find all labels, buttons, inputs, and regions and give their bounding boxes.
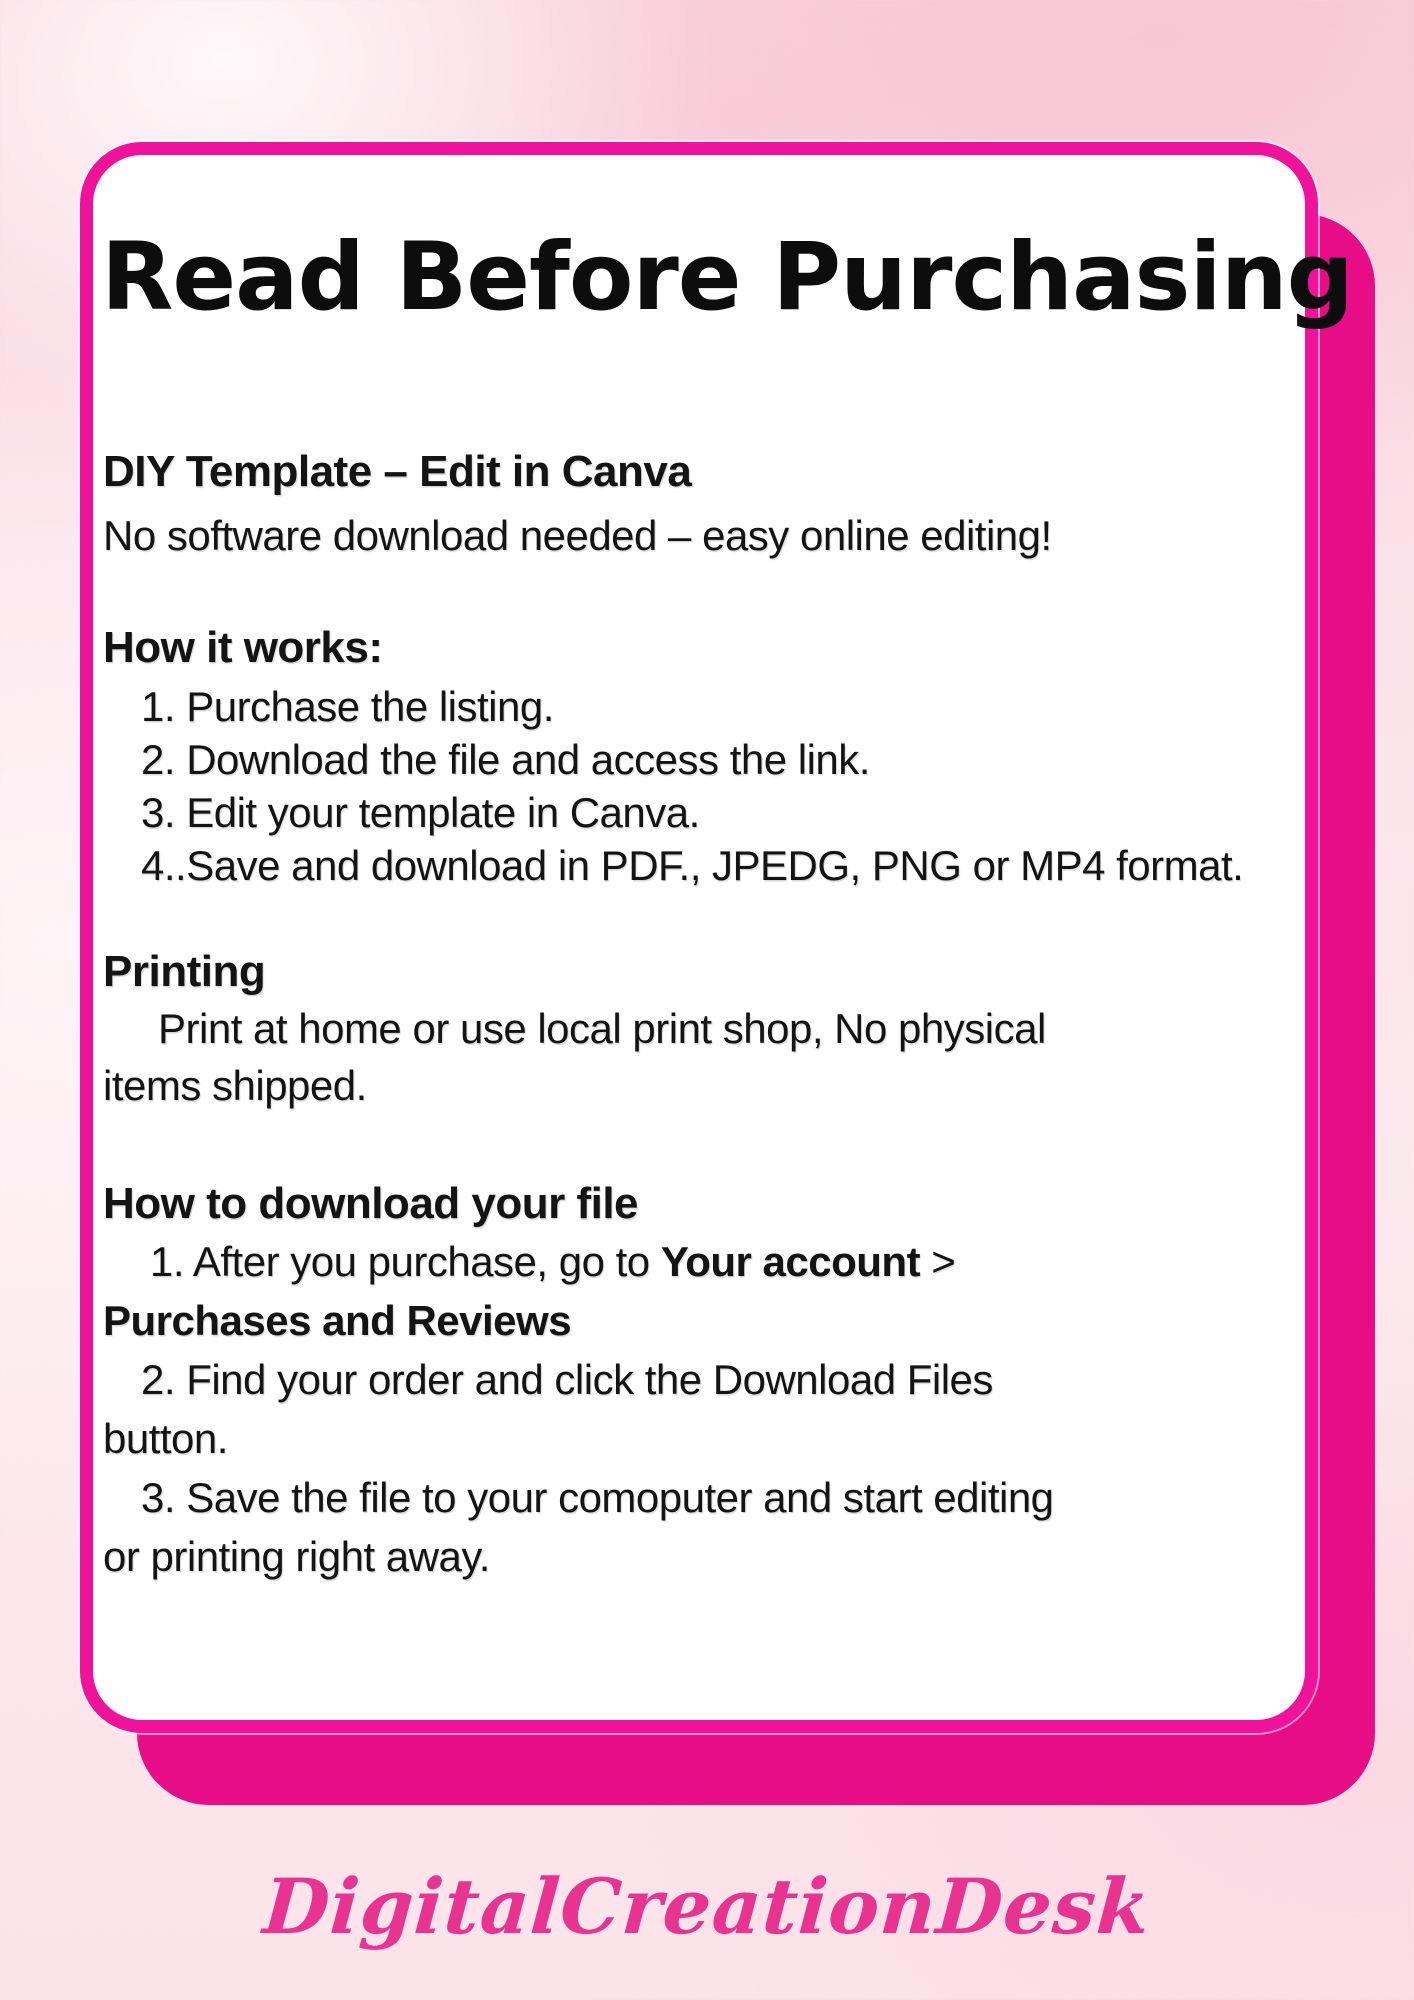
diy-template-body: No software download needed – easy online editing! xyxy=(103,512,1052,559)
diy-template-heading: DIY Template – Edit in Canva xyxy=(103,447,692,496)
purchases-reviews-bold: Purchases and Reviews xyxy=(103,1297,572,1344)
download-line xyxy=(103,1232,1054,1291)
your-account-bold: Your account xyxy=(660,1238,921,1285)
download-line xyxy=(103,1291,1054,1350)
download-line: 2. Find your order and click the Download Files xyxy=(141,1356,993,1403)
download-line-text: > xyxy=(920,1238,956,1285)
download-line: 3. Save the file to your comoputer and start editing xyxy=(141,1474,1054,1521)
download-line: or printing right away. xyxy=(103,1533,490,1580)
list-item: 4..Save and download in PDF., JPEDG, PNG or MP4 format. xyxy=(141,842,1244,889)
download-line-text: 1. After you purchase, go to xyxy=(150,1238,661,1285)
info-card xyxy=(80,142,1353,1733)
download-line: button. xyxy=(103,1415,228,1462)
shop-brand-signature: DigitalCreationDesk xyxy=(260,1862,1154,1951)
section-diy-template xyxy=(103,443,1052,564)
how-it-works-list xyxy=(103,680,1243,892)
list-item: 2. Download the file and access the link. xyxy=(141,736,870,783)
section-how-to-download xyxy=(103,1175,1054,1586)
page-title: Read Before Purchasing xyxy=(101,223,1353,332)
list-item: 3. Edit your template in Canva. xyxy=(141,789,700,836)
section-how-it-works xyxy=(103,619,1243,892)
list-item: 1. Purchase the listing. xyxy=(141,683,554,730)
section-printing xyxy=(103,943,1046,1114)
how-it-works-heading: How it works: xyxy=(103,623,383,672)
printing-line: Print at home or use local print shop, No physical xyxy=(158,1005,1046,1052)
download-heading: How to download your file xyxy=(103,1179,639,1228)
printing-line: items shipped. xyxy=(103,1062,367,1109)
printing-heading: Printing xyxy=(103,947,266,996)
